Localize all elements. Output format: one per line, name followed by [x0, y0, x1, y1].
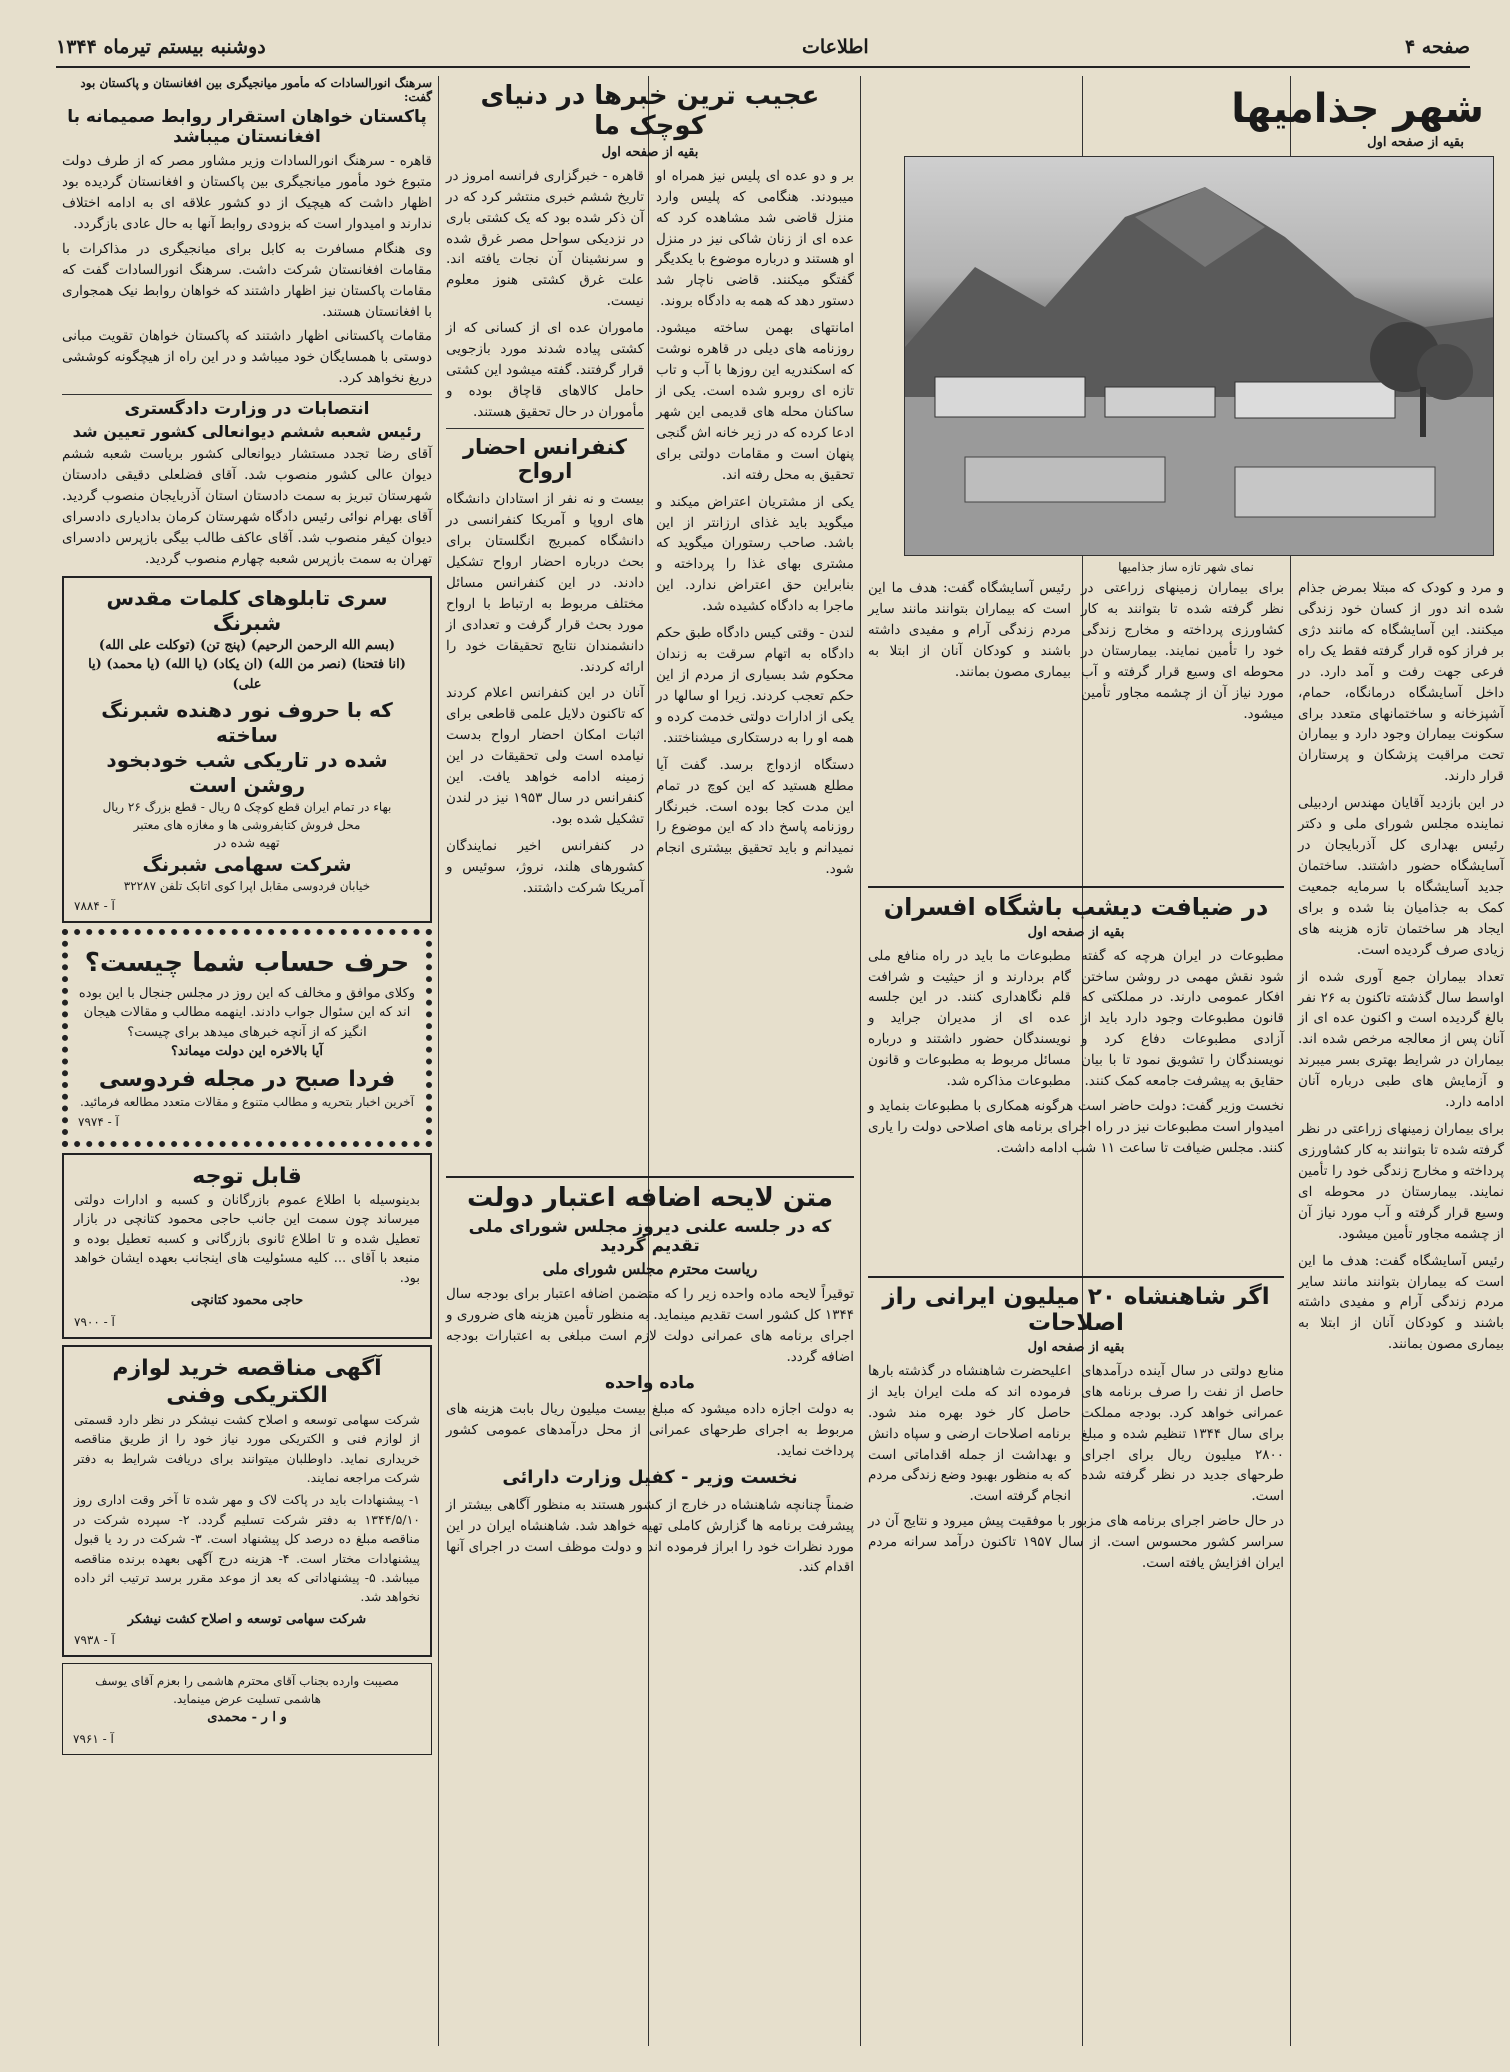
ad-line-1: (بسم الله الرحمن الرحیم) (پنج تن) (توکلت علی الله): [98, 637, 396, 653]
bill-section-title: ماده واحده: [604, 1372, 696, 1393]
ad-footer: آخرین اخبار بتحریه و مطالب متنوع و مقالات متعدد مطالعه فرمائید.: [79, 1095, 414, 1110]
bill-body-3: ضمناً چنانچه شاهنشاه در خارج از کشور هستند به منظور آگاهی بیشتر از پیشرفت برنامه ها گزارش کاملی تهیه خواهد شد. شاهنشاه ایران در این مورد نظرات خود را ابراز فرموده اند و دولت موظف است در اجرای آنها اقدام کند.: [446, 1496, 854, 1576]
ad-body: بدینوسیله با اطلاع عموم بازرگانان و کسبه و ادارات دولتی میرساند چون سمت این جانب حاجی محمود کتانچی در بازار تعطیل شده و تا اطلاع ثانوی بازرگانی و کسبه تعطیل بوده و منبعد با آقای ... کلیه مسئولیت های اینجانب بعهده ایشان خواهد بود.: [74, 1192, 420, 1286]
paper-name: اطلاعات: [801, 36, 869, 58]
ad-body: شرکت سهامی توسعه و اصلاح کشت نیشکر در نظر دارد قسمتی از لوازم فنی و الکتریکی مورد نیاز خود را از طریق مناقصه خریداری نماید. داوطلبان میتوانند برای دریافت شرایط به دفتر شرکت مراجعه نمایند.: [74, 1411, 420, 1486]
pakistan-body-3: مقامات پاکستانی اظهار داشتند که پاکستان خواهان تقویت مبانی دوستی با همسایگان خود میباشد و در این راه از هیچگونه کوششی دریغ نخواهد کرد.: [62, 328, 432, 387]
leper-continuation: [862, 578, 1290, 878]
leper-body-1: و مرد و کودک که مبتلا بمرض جذام شده اند دور از کسان خود زندگی میکنند. این آسایشگاه که مانند دژی بر فراز کوه قرار گرفته فقط یک راه فرعی جهت رفت و آمد دارد. در داخل آسایشگاه درمانگاه، حمام، آشپزخانه و ساختمانهای متعدد برای سکونت بیماران وجود دارد و بیماران تحت مراقبت پزشکان و پرستاران قرار دارند.: [1298, 580, 1504, 785]
leper-body-4: برای بیماران زمینهای زراعتی در نظر گرفته شده تا بتوانند به کار کشاورزی پرداخته و مخارج زندگی خود را تأمین نمایند. بیمارستان در محوطه ای وسیع قرار گرفته و آب مورد نیاز آن از چشمه مجاور تأمین میشود.: [1298, 1121, 1504, 1242]
continuation-note: بقیه از صفحه اول: [1367, 135, 1464, 150]
continuation-note: بقیه از صفحه اول: [601, 144, 699, 160]
officers-body-3: نخست وزیر گفت: دولت حاضر است هرگونه همکاری با مطبوعات بنماید و امیدوار است مطبوعات نیز در راه اجرای برنامه های اصلاحی دولت را یاری کنند. مجلس ضیافت تا ساعت ۱۱ شب ادامه داشت.: [868, 1098, 1284, 1156]
ad-items: ۱- پیشنهادات باید در پاکت لاک و مهر شده تا آخر وقت اداری روز ۱۳۴۴/۵/۱۰ به دفتر شرکت تسلیم گردد. ۲- سپرده شرکت در مناقصه مبلغ ده درصد کل پیشنهاد است. ۳- شرکت در رد یا قبول پیشنهادات مختار است. ۴- هزینه درج آگهی بعهده برنده مناقصه میباشد. ۵- پیشنهاداتی که بعد از موعد مقرر برسد ترتیب اثر داده نخواهد شد.: [74, 1492, 420, 1605]
pakistan-article: [62, 76, 432, 389]
continuation-note: بقیه از صفحه اول: [1027, 924, 1125, 940]
world-body-4: لندن - وقتی کیس دادگاه طبق حکم دادگاه به اتهام سرقت به زندان محکوم شد بسیاری از مردم از این حکم تعجب کردند. زیرا او سالها در یکی از ادارات دولتی خدمت کرده و همه او را به درستکاری میشناختند.: [656, 625, 854, 746]
tender-ad: [62, 1345, 432, 1657]
leper-body-3: تعداد بیماران جمع آوری شده از اواسط سال گذشته تاکنون به ۲۶ نفر بالغ گردیده است و اکنون عده ای از آنان پس از معالجه مرخص شده اند. بیماران در شرایط بهتری بسر میبرند و آزمایش های طبی درباره آنان ادامه دارد.: [1298, 968, 1505, 1111]
world-body-7: ماموران عده ای از کسانی که از کشتی پیاده شدند مورد بازجویی قرار گرفتند. گفته میشود این کشتی حامل کالاهای قاچاق بوده و مأموران در حال تحقیق هستند.: [446, 320, 644, 420]
ferdowsi-ad: [62, 929, 432, 1147]
article-title: عجیب ترین خبرها در دنیای کوچک ما: [480, 81, 820, 141]
leper-body-cont-b: رئیس آسایشگاه گفت: هدف ما این است که بیماران بتوانند مانند سایر مردم زندگی آرام و مفیدی داشته باشند و کودکان آنان از ابتلا به بیماری مصون بمانند.: [868, 580, 1071, 680]
spirit-body-2: آنان در این کنفرانس اعلام کردند که تاکنون دلایل علمی قاطعی برای اثبات امکان احضار ارواح بدست نیامده است ولی تحقیقات در این زمینه ادامه خواهد یافت. این کنفرانس در سال ۱۹۵۳ نیز در لندن تشکیل شده بود.: [446, 685, 644, 827]
article-title: پاکستان خواهان استقرار روابط صمیمانه با افغانستان میباشد: [67, 107, 427, 147]
left-column: [56, 76, 438, 2046]
mountain-village-illustration: [905, 157, 1494, 556]
ad-title: قابل توجه: [192, 1164, 302, 1190]
ad-reference: آ - ۷۹۳۸: [74, 1633, 115, 1648]
bill-body-1: توقیراً لایحه ماده واحده زیر را که متضمن اضافه اعتبار برای بودجه سال ۱۳۴۴ کل کشور است تقدیم مینماید. به منظور تأمین هزینه های ضروری و اجرای برنامه های عمرانی دولت لازم است مبلغی به اعتبارات بودجه اضافه گردد.: [446, 1285, 854, 1365]
notice-reference: آ - ۷۹۶۱: [73, 1731, 114, 1746]
masthead: [56, 28, 1470, 68]
page-number: صفحه ۴: [1404, 36, 1470, 58]
notice-line-1: مصیبت وارده بجناب آقای محترم هاشمی را بعزم آقای یوسف: [95, 1674, 399, 1689]
world-body-1: بر و دو عده ای پلیس نیز همراه او میبودند. هنگامی که پلیس وارد منزل قاضی شد مشاهده کرد که عده ای از زنان شاکی نیز در منزل او هستند و درباره موضوع با یکدیگر گفتگو میکنند. قاضی ناچار شد دستور دهد که همه به دادگاه بروند.: [656, 167, 854, 310]
ad-reference: آ - ۷۸۸۴: [74, 899, 115, 914]
ad-body: وکلای موافق و مخالف که این روز در مجلس جنجال با این بوده اند که این سئوال جواب دادند. اینهمه مطالب و مقالات هیجان انگیز که از آنچه خبرهای میدهد برای چیست؟: [78, 985, 416, 1040]
pakistan-body-2: وی هنگام مسافرت به کابل برای میانجیگری در مذاکرات با مقامات افغانستان شرکت داشت. سرهنگ انورالسادات گفت که مقامات پاکستان نیز اظهار داشتند که خواهان روابط نیک همجواری با افغانستان هستند.: [62, 240, 432, 320]
officers-body-2: مطبوعات ما باید در راه منافع ملی گام بردارند و از حیثیت و شرافت قلم نگاهداری کنند. در این جلسه عده ای از مدیران جراید و نویسندگان حضور داشتند و درباره مسائل مربوط به مطبوعات و قانون مطبوعات مذاکره شد.: [868, 947, 1071, 1090]
officers-club-article: [862, 880, 1290, 1210]
leper-city-photo: [904, 156, 1494, 556]
world-news-article: [440, 76, 860, 1166]
article-subtitle: که در جلسه علنی دیروز مجلس شورای ملی تقدیم گردید: [468, 1216, 832, 1257]
ad-title: آگهی مناقصه خرید لوازم الکتریکی وفنی: [112, 1355, 382, 1409]
shah-reforms-article: [862, 1270, 1290, 2046]
ad-signature: حاجی محمود کتانچی: [190, 1293, 304, 1309]
ad-company: شرکت سهامی شبرنگ: [142, 853, 352, 876]
ad-made-by: تهیه شده در: [214, 836, 280, 852]
addressee: ریاست محترم مجلس شورای ملی: [542, 1259, 758, 1278]
date-line: دوشنبه بیستم تیرماه ۱۳۴۴: [56, 36, 266, 58]
pakistan-body-1: قاهره - سرهنگ انورالسادات وزیر مشاور مصر که از طرف دولت متبوع خود مأمور میانجیگری بین پاکستان و افغانستان گردیده بود اظهار داشت که هیچیک از دو کشور علاقه ای به ادامه اختلاف ندارند و امیدوار است که بزودی روابط آنها به حال عادی بازگردد.: [62, 153, 432, 232]
ad-signature: شرکت سهامی توسعه و اصلاح کشت نیشکر: [127, 1611, 367, 1627]
ad-address: خیابان فردوسی مقابل اپرا کوی اتابک تلفن ۳۲۲۸۷: [123, 879, 371, 894]
ad-cta: فردا صبح در مجله فردوسی: [98, 1066, 396, 1092]
ad-line-2: (انا فتحنا) (نصر من الله) (ان یکاد) (یا الله) (یا محمد) (یا علی): [88, 657, 406, 692]
notice-signature: و ا ر - محمدی: [207, 1710, 287, 1726]
article-kicker: سرهنگ انورالسادات که مأمور میانجیگری بین افغانستان و پاکستان بود گفت:: [80, 76, 432, 104]
ad-reference: آ - ۷۹۷۴: [78, 1115, 119, 1130]
ad-sellers: محل فروش کتابفروشی ها و مغازه های معتبر: [133, 818, 361, 833]
credit-bill-article: [440, 1170, 860, 2046]
world-body-6: قاهره - خبرگزاری فرانسه امروز در تاریخ ششم خبری منتشر کرد که در آن ذکر شده بود که یک کشتی باری در نزدیکی سواحل مصر غرق شده و سرنشینان آن نجات یافته اند. علت غرق کشتی هنوز معلوم نیست.: [446, 167, 644, 310]
photo-caption: نمای شهر تازه ساز جذامیها: [1118, 560, 1254, 574]
shah-body-3: در حال حاضر اجرای برنامه های مزبور با موفقیت پیش میرود و نتایج آن در سراسر کشور محسوس است. از سال ۱۹۵۷ تاکنون درآمد سرانه مردم ایران افزایش یافته است.: [868, 1513, 1284, 1572]
ad-tagline-2: شده در تاریکی شب خودبخود روشن است: [106, 748, 388, 798]
condolence-notice: [62, 1663, 432, 1755]
spirit-conference-title: کنفرانس احضار ارواح: [462, 434, 628, 483]
ad-price: بهاء در تمام ایران قطع کوچک ۵ ریال - قطع بزرگ ۲۶ ریال: [102, 800, 392, 815]
spirit-body-1: بیست و نه نفر از استادان دانشگاه های اروپا و آمریکا کنفرانسی در دانشگاه کمبریج انگلستان برای بحث درباره احضار ارواح تشکیل دادند. در این کنفرانس مسائل مختلف مربوط به ارتباط با ارواح مورد بحث قرار گرفت و تعدادی از دانشمندان نتایج تحقیقات خود را ارائه کردند.: [446, 491, 644, 675]
continuation-note: بقیه از صفحه اول: [1027, 1339, 1125, 1355]
court-body: آقای رضا تجدد مستشار دیوانعالی کشور بریاست شعبه ششم دیوان عالی کشور منصوب شد. آقای فضلعلی دقیقی دادستان شهرستان تبریز به سمت دادستان استان آذربایجان منصوب گردید. آقای بهرام نوائی رئیس دادگاه شهرستان کرمان بدادیاری دادسرای دیوان کیفر منصوب شد. آقای عاکف طالب بیگی بازپرس دادسرای تهران به سمت بازپرس شعبه چهارم منصوب گردید.: [62, 446, 432, 567]
court-appointments-article: [62, 400, 432, 569]
article-title: اگر شاهنشاه ۲۰ میلیون ایرانی راز اصلاحات: [882, 1284, 1270, 1337]
world-body-5: دستگاه ازدواج برسد. گفت آیا مطلع هستید که این کوچ در تمام این مدت کجا بوده است. خبرنگار روزنامه پاسخ داد که این موضوع را نمیدانم و باید تحقیق بیشتری انجام شود.: [656, 756, 854, 878]
officers-body-1: مطبوعات در ایران هرچه که گفته شود نقش مهمی در روشن ساختن افکار عمومی دارند. در مملکتی که قانون مطبوعات وجود دارد باید از آزادی مطبوعات دفاع کرد و نویسندگان را تشویق نمود تا با بیان حقایق به پیشرفت جامعه کمک کنند.: [1081, 947, 1284, 1090]
plaque-ad: [62, 576, 432, 924]
ad-title: سری تابلوهای کلمات مقدس شبرنگ: [106, 585, 388, 635]
ad-reference: آ - ۷۹۰۰: [74, 1314, 115, 1329]
ad-tagline-1: که با حروف نور دهنده شبرنگ ساخته: [101, 698, 393, 748]
shah-body-2: اعلیحضرت شاهنشاه در گذشته بارها فرموده اند که ملت ایران باید از حاصل کار خود بهره مند شود. برنامه اصلاحات ارضی و سپاه دانش و بهداشت از جمله اقداماتی است که به منظور بهبود وضع زندگی مردم انجام گرفته است.: [868, 1362, 1071, 1505]
leper-body-2: در این بازدید آقایان مهندس اردبیلی نماینده مجلس شورای ملی و دکتر رئیس بهداری کل آذربایجان در آسایشگاه حضور داشتند. ساختمان جدید آسایشگاه با سرمایه جمعیت کمک به جذامیان بنا شده و برای ایجاد هر ساختمان تازه هزینه های زیادی صرف گردیده است.: [1298, 795, 1504, 958]
notice-line-2: هاشمی تسلیت عرض مینماید.: [173, 1692, 321, 1707]
notice-ad: [62, 1153, 432, 1339]
bill-signature-title: نخست وزیر - کفیل وزارت دارائی: [502, 1466, 798, 1488]
ad-question: آیا بالاخره این دولت میماند؟: [171, 1044, 323, 1060]
article-title: شهر جذامیها: [1231, 86, 1484, 132]
bill-body-2: به دولت اجازه داده میشود که مبلغ بیست میلیون ریال بابت هزینه های مربوط به اجرای طرحهای عمرانی از محل درآمدهای عمومی کشور پرداخت نماید.: [446, 1401, 854, 1460]
article-title: در ضیافت دیشب باشگاه افسران: [883, 893, 1269, 921]
column-right-1: [1292, 578, 1510, 2046]
leper-body-5: رئیس آسایشگاه گفت: هدف ما این است که بیماران بتوانند مانند سایر مردم زندگی آرام و مفیدی داشته باشند و کودکان آنان از ابتلا به بیماری مصون بمانند.: [1298, 1252, 1504, 1353]
world-body-2: امانتهای بهمن ساخته میشود. روزنامه های دیلی در قاهره نوشت که اسکندریه این روزها با آب و تاب تازه ای روبرو شده است. یکی از ساکنان محله های قدیمی این شهر ادعا کرده که در زیر خانه اش گنجی پنهان است و مقامات دولتی برای تحقیق به محل رفته اند.: [656, 320, 854, 483]
world-body-3: یکی از مشتریان اعتراض میکند و میگوید باید غذای ارزانتر از این باشد. صاحب رستوران میگوید که مشتری بهای غذا را پرداخته و بنابراین حق اعتراض ندارد. این ماجرا به دادگاه کشیده شد.: [656, 493, 854, 615]
shah-body-1: منابع دولتی در سال آینده درآمدهای حاصل از نفت را صرف برنامه های عمرانی خواهد کرد. بودجه مملکت برای سال ۱۳۴۴ تنظیم شده و مبلغ ۲۸۰۰ میلیون ریال برای اجرای طرحهای جدید در نظر گرفته شده است.: [1081, 1362, 1285, 1505]
article-title: انتصابات در وزارت دادگستری: [124, 399, 370, 420]
article-title: متن لایحه اضافه اعتبار دولت: [467, 1183, 833, 1213]
ad-title: حرف حساب شما چیست؟: [84, 948, 410, 979]
leper-body-cont-a: برای بیماران زمینهای زراعتی در نظر گرفته شده تا بتوانند به کار کشاورزی پرداخته و مخارج زندگی خود را تأمین نمایند. بیمارستان در محوطه ای وسیع قرار گرفته و آب مورد نیاز آن از چشمه مجاور تأمین میشود.: [1081, 580, 1284, 722]
article-subtitle: رئیس شعبه ششم دیوانعالی کشور تعیین شد: [72, 421, 422, 441]
spirit-body-3: در کنفرانس اخیر نمایندگان کشورهای هلند، نروژ، سوئیس و آمریکا شرکت داشتند.: [446, 837, 644, 896]
